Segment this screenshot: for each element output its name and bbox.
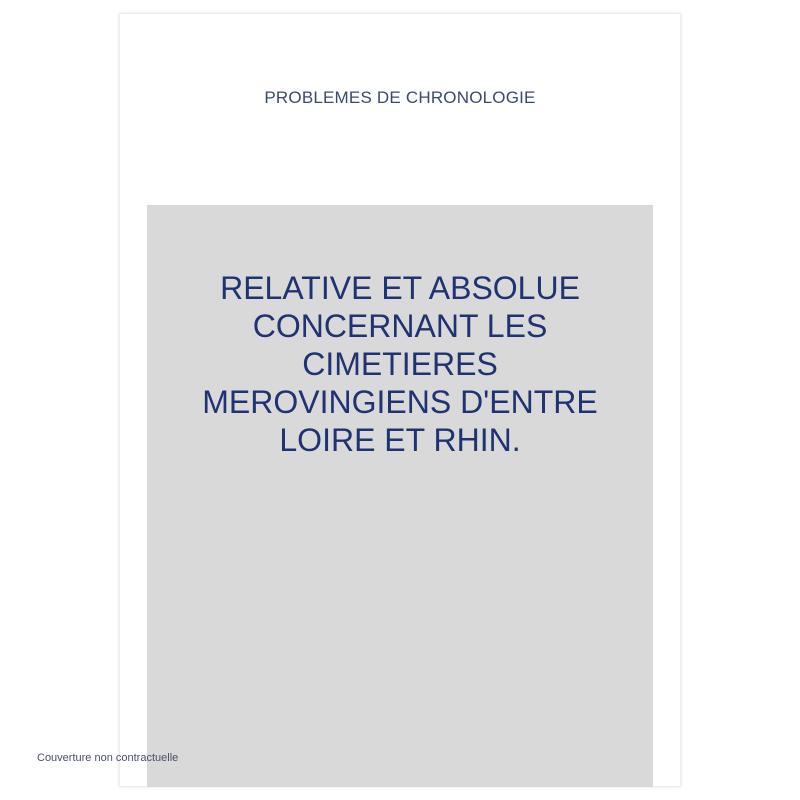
title-line: CONCERNANT LES — [252, 308, 548, 344]
title-line: CIMETIERES — [302, 346, 498, 382]
series-title: PROBLEMES DE CHRONOLOGIE — [264, 88, 536, 107]
title-line: MEROVINGIENS D'ENTRE — [202, 384, 598, 420]
title-line: LOIRE ET RHIN. — [279, 422, 521, 458]
cover-disclaimer: Couverture non contractuelle — [37, 752, 179, 764]
book-cover — [120, 14, 680, 786]
title-panel — [147, 205, 653, 787]
title-line: RELATIVE ET ABSOLUE — [220, 270, 580, 306]
book-title — [147, 269, 653, 459]
